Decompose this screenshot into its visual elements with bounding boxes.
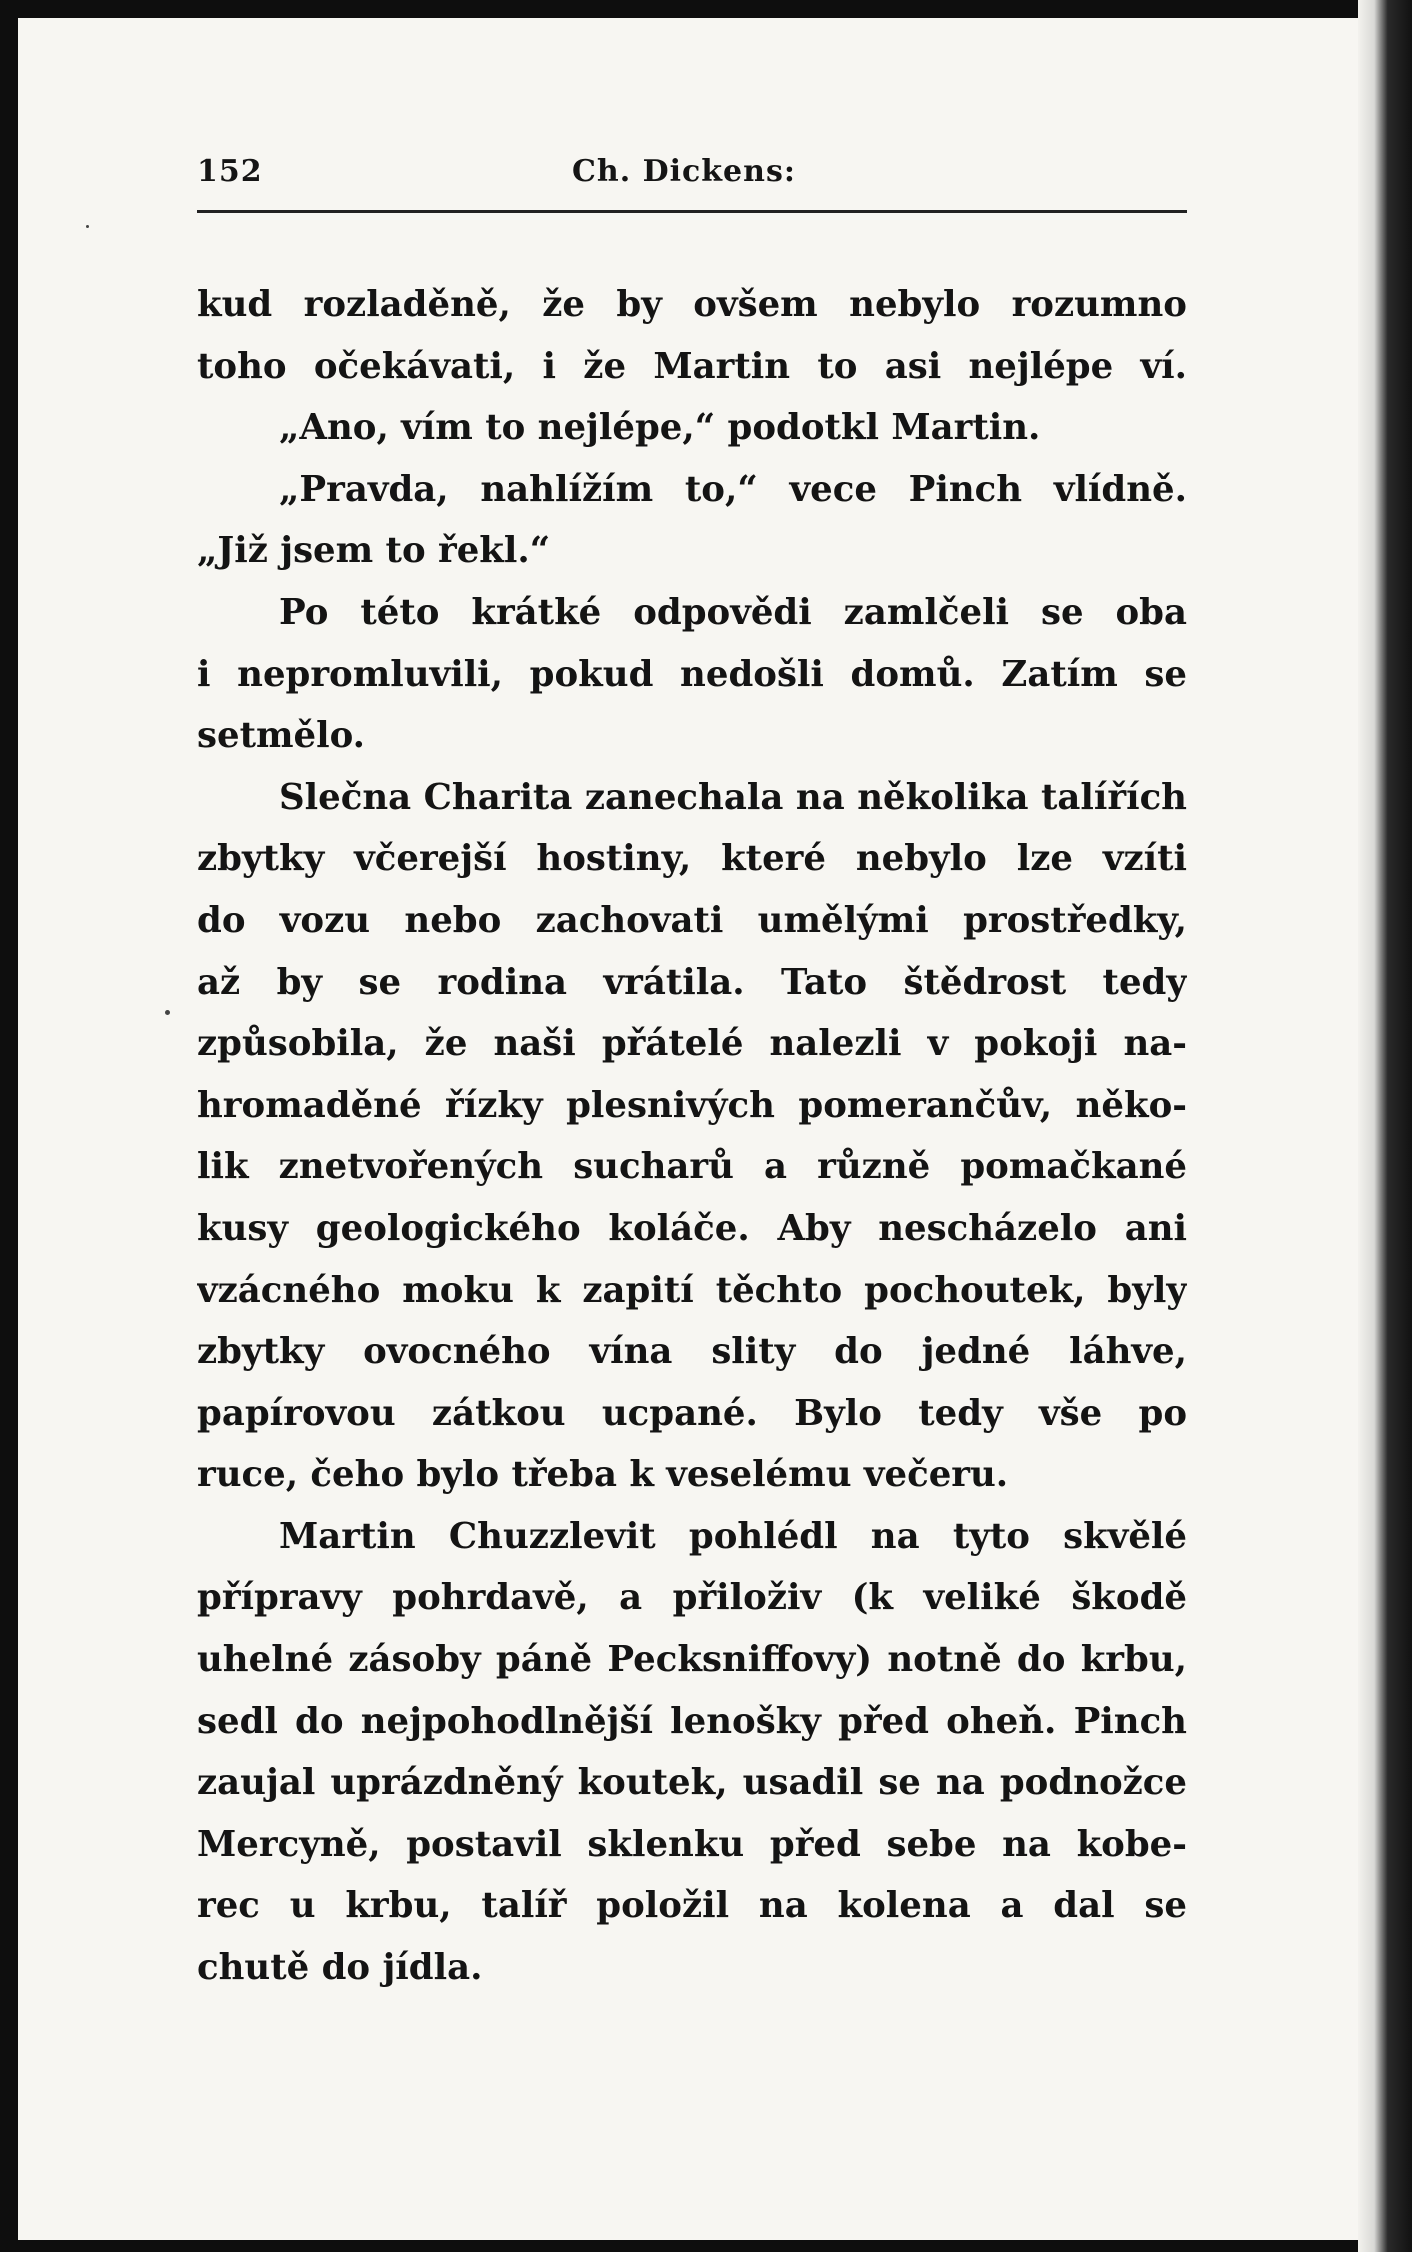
text-line: sedl do nejpohodlnější lenošky před oheň. Pinch — [197, 1700, 1187, 1742]
text-line: „Již jsem to řekl.“ — [197, 530, 551, 572]
text-line: Mercyně, postavil sklenku před sebe na kobe- — [197, 1823, 1187, 1865]
text-line: Slečna Charita zanechala na několika talířích — [279, 776, 1187, 818]
text-line: zaujal uprázdněný koutek, usadil se na podnožce — [197, 1762, 1187, 1804]
text-line: setmělo. — [197, 715, 366, 757]
text-line: rec u krbu, talíř položil na kolena a dal se — [197, 1885, 1187, 1927]
text-line: lik znetvořených sucharů a různě pomačkané — [197, 1146, 1187, 1188]
text-line: uhelné zásoby páně Pecksniffovy) notně do krbu, — [197, 1639, 1187, 1681]
text-line: zbytky včerejší hostiny, které nebylo lze vzíti — [197, 838, 1187, 880]
book-spine-edge — [1358, 0, 1412, 2252]
text-line: hromaděné řízky plesnivých pomerančův, něko- — [197, 1084, 1187, 1126]
text-line: kud rozladěně, že by ovšem nebylo rozumno — [197, 284, 1187, 325]
header-rule — [197, 210, 1187, 213]
text-line: i nepromluvili, pokud nedošli domů. Zatím se — [197, 653, 1187, 695]
text-line: do vozu nebo zachovati umělými prostředky, — [197, 899, 1187, 941]
text-line: vzácného moku k zapití těchto pochoutek, byly — [197, 1269, 1187, 1311]
text-line: „Ano, vím to nejlépe,“ podotkl Martin. — [279, 407, 1041, 449]
page-number: 152 — [197, 154, 263, 189]
running-head: Ch. Dickens: — [572, 154, 796, 189]
paper-speck — [165, 1010, 170, 1015]
text-line: toho očekávati, i že Martin to asi nejlépe ví. — [197, 345, 1187, 387]
text-line: Martin Chuzzlevit pohlédl na tyto skvělé — [279, 1515, 1187, 1557]
text-line: Po této krátké odpovědi zamlčeli se oba — [279, 591, 1187, 633]
text-line: přípravy pohrdavě, a přiloživ (k veliké škodě — [197, 1577, 1187, 1619]
text-line: až by se rodina vrátila. Tato štědrost tedy — [197, 961, 1187, 1003]
text-line: zbytky ovocného vína slity do jedné láhve, — [197, 1331, 1187, 1373]
text-line: chutě do jídla. — [197, 1947, 483, 1989]
paper-speck — [86, 225, 89, 228]
text-line: ruce, čeho bylo třeba k veselému večeru. — [197, 1454, 1009, 1496]
text-line: papírovou zátkou ucpané. Bylo tedy vše po — [197, 1392, 1187, 1434]
text-line: kusy geologického koláče. Aby nescházelo ani — [197, 1207, 1187, 1249]
text-line: způsobila, že naši přátelé nalezli v pokoji na- — [197, 1023, 1187, 1065]
text-line: „Pravda, nahlížím to,“ vece Pinch vlídně. — [279, 468, 1187, 510]
body-text — [197, 274, 1187, 1999]
page-header — [197, 148, 1187, 198]
